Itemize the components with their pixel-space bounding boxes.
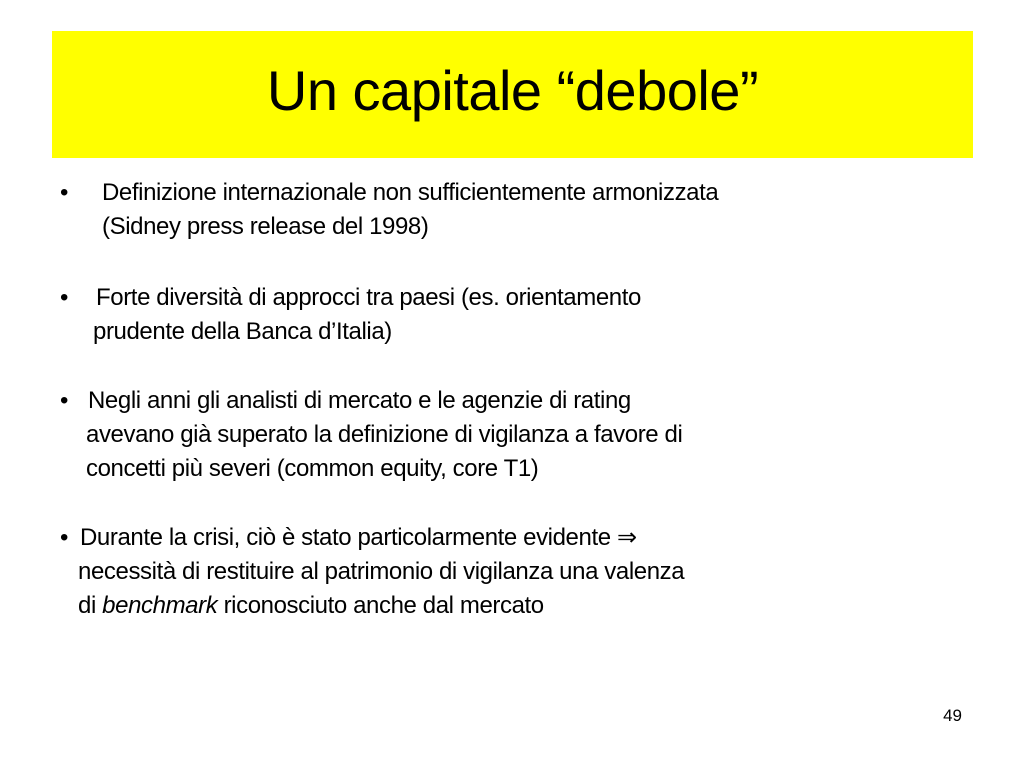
bullet-1-line-2: (Sidney press release del 1998)	[102, 213, 429, 240]
bullet-marker: •	[60, 387, 69, 414]
bullet-4-line-3-suffix: riconosciuto anche dal mercato	[223, 592, 544, 619]
bullet-3-line-3: concetti più severi (common equity, core T1)	[86, 455, 539, 482]
slide-title-band	[52, 31, 973, 158]
bullet-marker: •	[60, 284, 69, 311]
bullet-4-line-2: necessità di restituire al patrimonio di vigilanza una valenza	[78, 558, 685, 585]
bullet-4-line-3-prefix: di	[78, 592, 96, 619]
bullet-marker: •	[60, 524, 69, 551]
bullet-3-line-1: Negli anni gli analisti di mercato e le agenzie di rating	[88, 387, 631, 414]
bullet-item-3	[60, 384, 682, 486]
bullet-item-4	[60, 521, 684, 623]
page-number: 49	[943, 706, 962, 725]
bullet-item-1	[60, 176, 718, 244]
bullet-1-line-1: Definizione internazionale non sufficientemente armonizzata	[102, 179, 719, 206]
slide-title: Un capitale “debole”	[266, 59, 759, 122]
bullet-2-line-1: Forte diversità di approcci tra paesi (es. orientamento	[96, 284, 641, 311]
benchmark-emphasis: benchmark	[102, 592, 218, 619]
bullet-item-2	[60, 281, 641, 349]
bullet-3-line-2: avevano già superato la definizione di vigilanza a favore di	[86, 421, 683, 448]
bullet-4-line-1: Durante la crisi, ciò è stato particolarmente evidente ⇒	[80, 524, 637, 551]
bullet-marker: •	[60, 179, 69, 206]
bullet-2-line-2: prudente della Banca d’Italia)	[93, 318, 392, 345]
